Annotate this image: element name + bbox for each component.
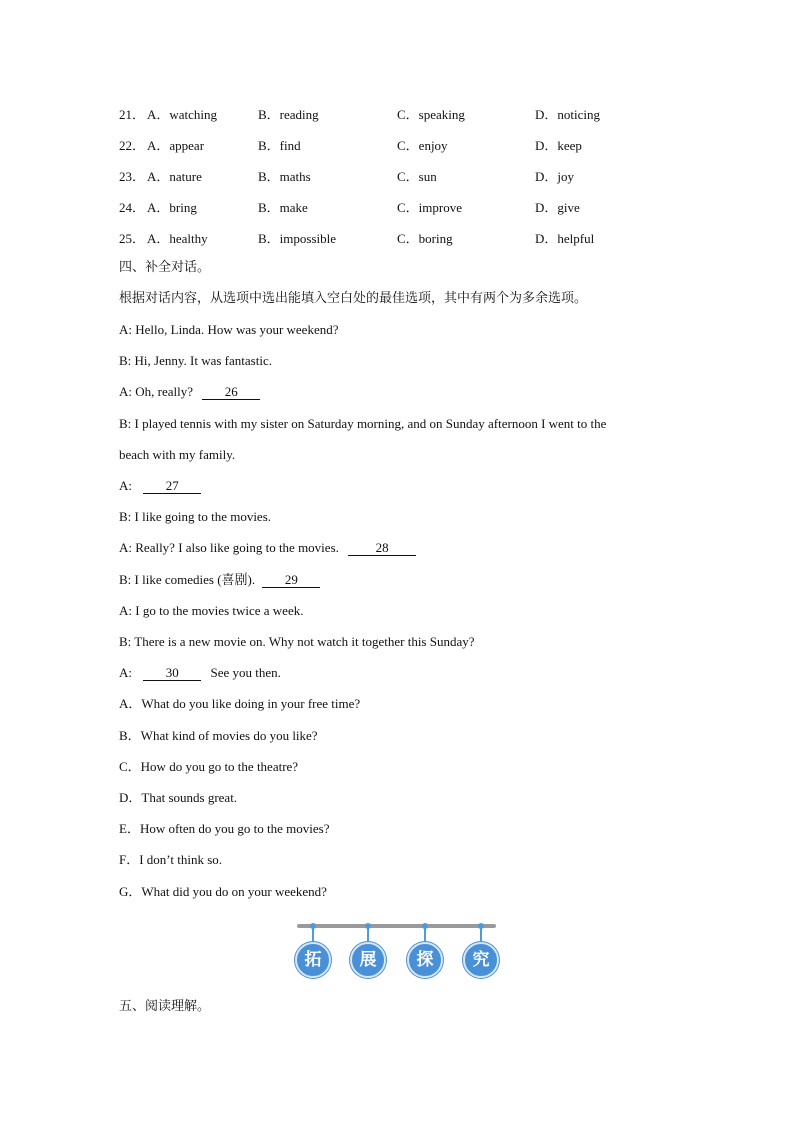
question-number: 22． — [119, 138, 146, 153]
choice-a: A．What do you like doing in your free time? — [119, 696, 361, 711]
option-row-21 — [119, 104, 679, 120]
dialogue-line: B: Hi, Jenny. It was fantastic. — [119, 353, 272, 368]
dialogue-line: B: I played tennis with my sister on Saturday morning, and on Sunday afternoon I went to the — [119, 416, 607, 431]
option-d: D．joy — [535, 169, 575, 184]
dialogue-line — [119, 478, 201, 494]
option-a: A．healthy — [147, 231, 208, 246]
option-b: B．impossible — [258, 231, 337, 246]
choice-e: E．How often do you go to the movies? — [119, 821, 330, 836]
option-c: C．boring — [397, 231, 453, 246]
blank-26[interactable]: 26 — [202, 385, 260, 400]
choice-d: D．That sounds great. — [119, 790, 238, 805]
banner-item — [406, 920, 444, 980]
blank-28[interactable]: 28 — [348, 541, 416, 556]
dialogue-line: A: I go to the movies twice a week. — [119, 603, 304, 618]
blank-27[interactable]: 27 — [143, 479, 201, 494]
blank-30[interactable]: 30 — [143, 666, 201, 681]
dialogue-line — [119, 540, 416, 556]
banner-item — [294, 920, 332, 980]
banner-char: 展 — [350, 942, 386, 978]
option-a: A．bring — [147, 200, 197, 215]
dialogue-text: A: — [119, 478, 132, 493]
dialogue-line: B: I like going to the movies. — [119, 509, 272, 524]
question-number: 25． — [119, 231, 146, 246]
option-a: A．watching — [147, 107, 218, 122]
dialogue-line: A: Hello, Linda. How was your weekend? — [119, 322, 339, 337]
choice-c: C．How do you go to the theatre? — [119, 759, 299, 774]
option-b: B．make — [258, 200, 308, 215]
option-row-24 — [119, 197, 679, 213]
option-c: C．speaking — [397, 107, 465, 122]
option-a: A．nature — [147, 169, 202, 184]
option-a: A．appear — [147, 138, 205, 153]
option-row-23 — [119, 166, 679, 182]
option-row-22 — [119, 135, 679, 151]
dialogue-line: beach with my family. — [119, 447, 236, 462]
banner-char: 拓 — [295, 942, 331, 978]
choice-b: B．What kind of movies do you like? — [119, 728, 318, 743]
choice-f: F．I don’t think so. — [119, 852, 223, 867]
option-c: C．sun — [397, 169, 437, 184]
question-number: 24． — [119, 200, 146, 215]
question-number: 21． — [119, 107, 146, 122]
option-d: D．helpful — [535, 231, 595, 246]
dialogue-line — [119, 572, 320, 588]
option-row-25 — [119, 228, 679, 244]
option-b: B．reading — [258, 107, 319, 122]
section-5-title: 五、阅读理解。 — [119, 999, 211, 1014]
dialogue-line — [119, 384, 260, 400]
section-4-title: 四、补全对话。 — [119, 260, 211, 275]
option-d: D．noticing — [535, 107, 600, 122]
question-number: 23． — [119, 169, 146, 184]
dialogue-text: A: — [119, 665, 132, 680]
option-b: B．maths — [258, 169, 311, 184]
dialogue-text: A: Really? I also like going to the movies. — [119, 540, 339, 555]
option-d: D．keep — [535, 138, 582, 153]
option-d: D．give — [535, 200, 580, 215]
section-4-instruction: 根据对话内容，从选项中选出能填入空白处的最佳选项，其中有两个为多余选项。 — [119, 291, 588, 306]
option-c: C．improve — [397, 200, 462, 215]
dialogue-text: See you then. — [210, 665, 281, 680]
extension-banner — [292, 920, 500, 980]
banner-item — [462, 920, 500, 980]
banner-char: 究 — [463, 942, 499, 978]
banner-char: 探 — [407, 942, 443, 978]
dialogue-line: B: There is a new movie on. Why not watch it together this Sunday? — [119, 634, 475, 649]
blank-29[interactable]: 29 — [262, 573, 320, 588]
option-b: B．find — [258, 138, 301, 153]
dialogue-text: A: Oh, really? — [119, 384, 194, 399]
dialogue-text: B: I like comedies (喜剧). — [119, 572, 256, 587]
option-c: C．enjoy — [397, 138, 448, 153]
banner-item — [349, 920, 387, 980]
choice-g: G．What did you do on your weekend? — [119, 884, 327, 899]
dialogue-line — [119, 665, 281, 681]
